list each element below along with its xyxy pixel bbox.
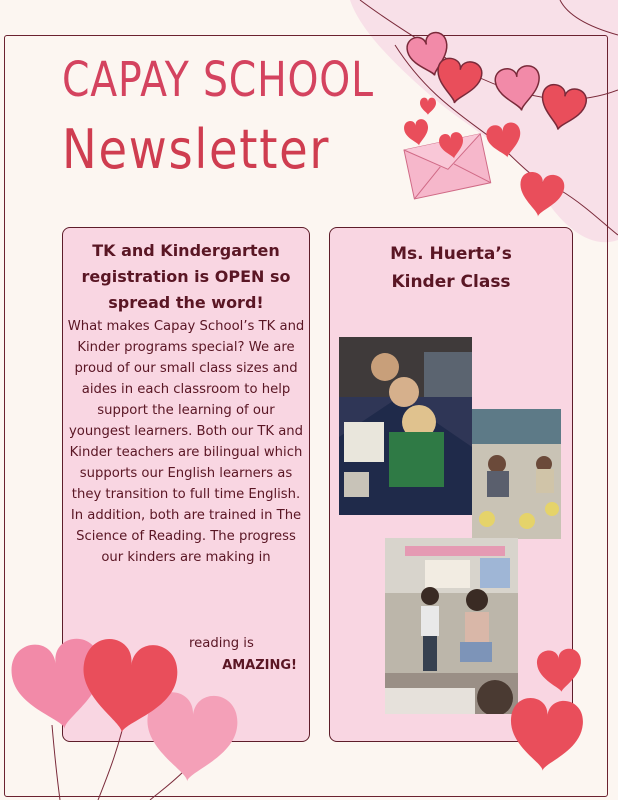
registration-heading: TK and Kindergarten registration is OPEN so spread the word!	[81, 241, 291, 312]
heart-icon	[536, 648, 584, 694]
newsletter-title-line2: Newsletter	[62, 118, 331, 181]
newsletter-title-line1: CAPAY SCHOOL	[62, 52, 374, 108]
registration-tail-emphasis: AMAZING!	[222, 658, 297, 673]
heart-icon	[507, 696, 585, 774]
registration-tail-text: reading is	[189, 636, 254, 651]
registration-body: What makes Capay School’s TK and Kinder programs special? We are proud of our small class sizes and aides in each classroom to help support the learning of our youngest learners. Both our TK and Kinder teachers are bilingual which supports our English learners as they transition to full time English. In addition, both are trained in The Science of Reading. The progress our kinders are making in	[67, 319, 305, 565]
kinder-class-heading: Ms. Huerta’s Kinder Class	[390, 244, 512, 292]
